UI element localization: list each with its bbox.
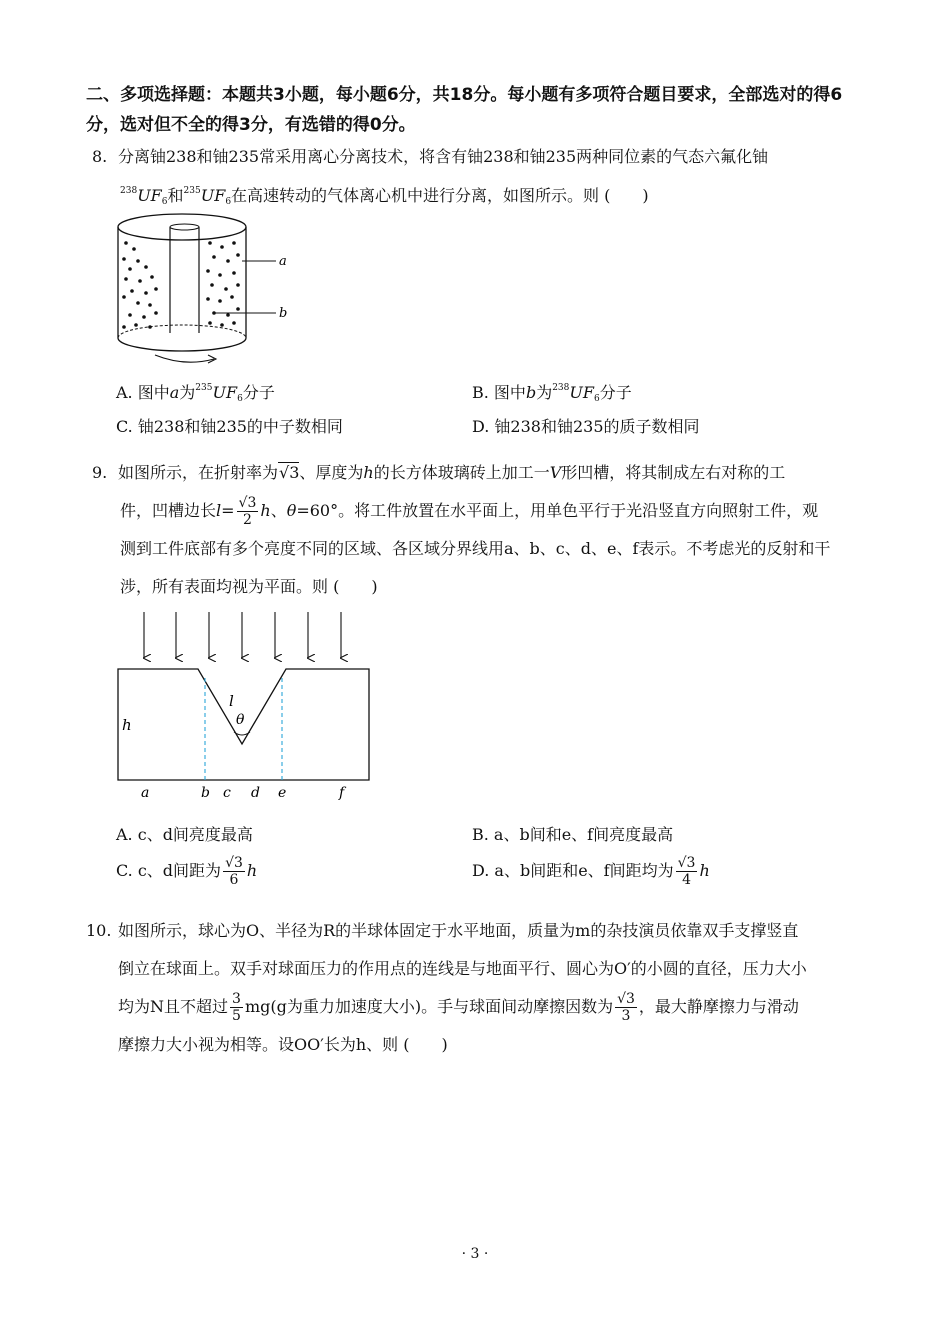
q9-option-b[interactable]: B. a、b间和e、f间亮度最高: [472, 825, 674, 844]
molecule-dot: [232, 271, 236, 275]
molecule-dot: [224, 287, 228, 291]
molecule-dot: [134, 323, 138, 327]
molecule-dot: [220, 245, 224, 249]
fig9-e: e: [278, 785, 287, 801]
q8-line2: $^{238}UF_6$和$^{235}UF_6$在高速转动的气体离心机中进行分离，如图所示。则 ( ): [120, 186, 649, 207]
molecule-dot: [230, 295, 234, 299]
molecule-dot: [206, 269, 210, 273]
molecule-dot: [206, 297, 210, 301]
fig9-l: l: [229, 692, 234, 710]
molecule-dot: [128, 267, 132, 271]
molecule-dot: [226, 313, 230, 317]
molecule-dot: [226, 259, 230, 263]
glass-groove-figure: [110, 608, 380, 808]
fig9-h: h: [122, 716, 132, 734]
molecule-dot: [144, 265, 148, 269]
molecule-dot: [122, 257, 126, 261]
molecule-dot: [124, 241, 128, 245]
q9-number: 9.: [92, 463, 108, 482]
q10-number: 10.: [86, 921, 112, 940]
molecule-dot: [236, 253, 240, 257]
molecule-dot: [218, 299, 222, 303]
molecule-dot: [212, 255, 216, 259]
molecule-dot: [144, 291, 148, 295]
centrifuge-figure: [110, 205, 310, 375]
molecule-dot: [136, 259, 140, 263]
molecule-dot: [150, 275, 154, 279]
molecule-dot: [220, 323, 224, 327]
molecule-dot: [210, 283, 214, 287]
molecule-dot: [154, 311, 158, 315]
question-9: 9. 如图所示，在折射率为√3、厚度为h的长方体玻璃砖上加工一V形凹槽，将其制成左右对称的工 件，凹槽边长l= $\frac{√3}{2}$ h、θ=60°。将工件放置在水平面上，用单色平行于光沿竖直方向照射工件，观 测到工件底部有多个亮度不同的区域、各区域分界线用a、b、c、d、e、f表示。不考虑光的反射和干 涉，所有表面均视为平面。则 ( ): [92, 454, 874, 606]
molecule-dot: [136, 301, 140, 305]
molecule-dot: [236, 283, 240, 287]
fig9-theta: θ: [236, 712, 245, 728]
molecule-dot: [208, 321, 212, 325]
page-number: · 3 ·: [461, 1246, 489, 1262]
molecule-dot: [208, 241, 212, 245]
molecule-dot: [124, 277, 128, 281]
molecule-dot: [142, 315, 146, 319]
molecule-dot: [122, 295, 126, 299]
label-a: a: [279, 254, 287, 269]
molecule-dot: [148, 325, 152, 329]
question-10: 10. 如图所示，球心为O、半径为R的半球体固定于水平地面，质量为m的杂技演员依靠双手支撑竖直 倒立在球面上。双手对球面压力的作用点的连线是与地面平行、圆心为O′的小圆的直径，压力大小 均为N且不超过 $\frac{3}{5}$ mg(g为重力加速度大小)。手与球面间动摩擦因数为 $\frac{√3}{3}$ ，最大静摩擦力与滑动 摩擦力大小视为相等。设OO′长为h、则 ( ): [86, 912, 874, 1064]
molecule-dot: [154, 287, 158, 291]
molecule-dot: [148, 303, 152, 307]
molecule-dot: [130, 289, 134, 293]
q9-option-a[interactable]: A. c、d间亮度最高: [116, 825, 253, 844]
fig9-c: c: [223, 785, 231, 801]
molecule-dot: [232, 321, 236, 325]
label-b: b: [279, 306, 288, 321]
fig9-d: d: [251, 785, 260, 801]
q8-option-a[interactable]: A. 图中a为$^{235}UF_6$分子: [116, 383, 275, 404]
molecule-dot: [138, 279, 142, 283]
section-heading: 二、多项选择题：本题共3小题，每小题6分，共18分。每小题有多项符合题目要求，全部选对的得6分，选对但不全的得3分，有选错的得0分。: [86, 85, 843, 135]
q9-option-c[interactable]: C. c、d间距为 $\frac{√3}{6}$ h: [116, 855, 258, 888]
fig9-a: a: [141, 785, 150, 801]
molecule-dot: [122, 325, 126, 329]
fig9-b: b: [201, 785, 210, 801]
fig9-f: f: [339, 785, 345, 801]
molecule-dot: [132, 247, 136, 251]
q8-number: 8.: [92, 147, 108, 166]
q8-option-c[interactable]: C. 铀238和铀235的中子数相同: [116, 417, 343, 436]
q8-option-d[interactable]: D. 铀238和铀235的质子数相同: [472, 417, 700, 436]
molecule-dot: [232, 241, 236, 245]
q8-option-b[interactable]: B. 图中b为$^{238}UF_6$分子: [472, 383, 632, 404]
molecule-dot: [128, 313, 132, 317]
q8-line1: 8. 分离铀238和铀235常采用离心分离技术，将含有铀238和铀235两种同位素的气态六氟化铀: [92, 140, 874, 174]
molecule-dot: [236, 307, 240, 311]
q9-option-d[interactable]: D. a、b间距和e、f间距均为 $\frac{√3}{4}$ h: [472, 855, 710, 888]
molecule-dot: [218, 273, 222, 277]
